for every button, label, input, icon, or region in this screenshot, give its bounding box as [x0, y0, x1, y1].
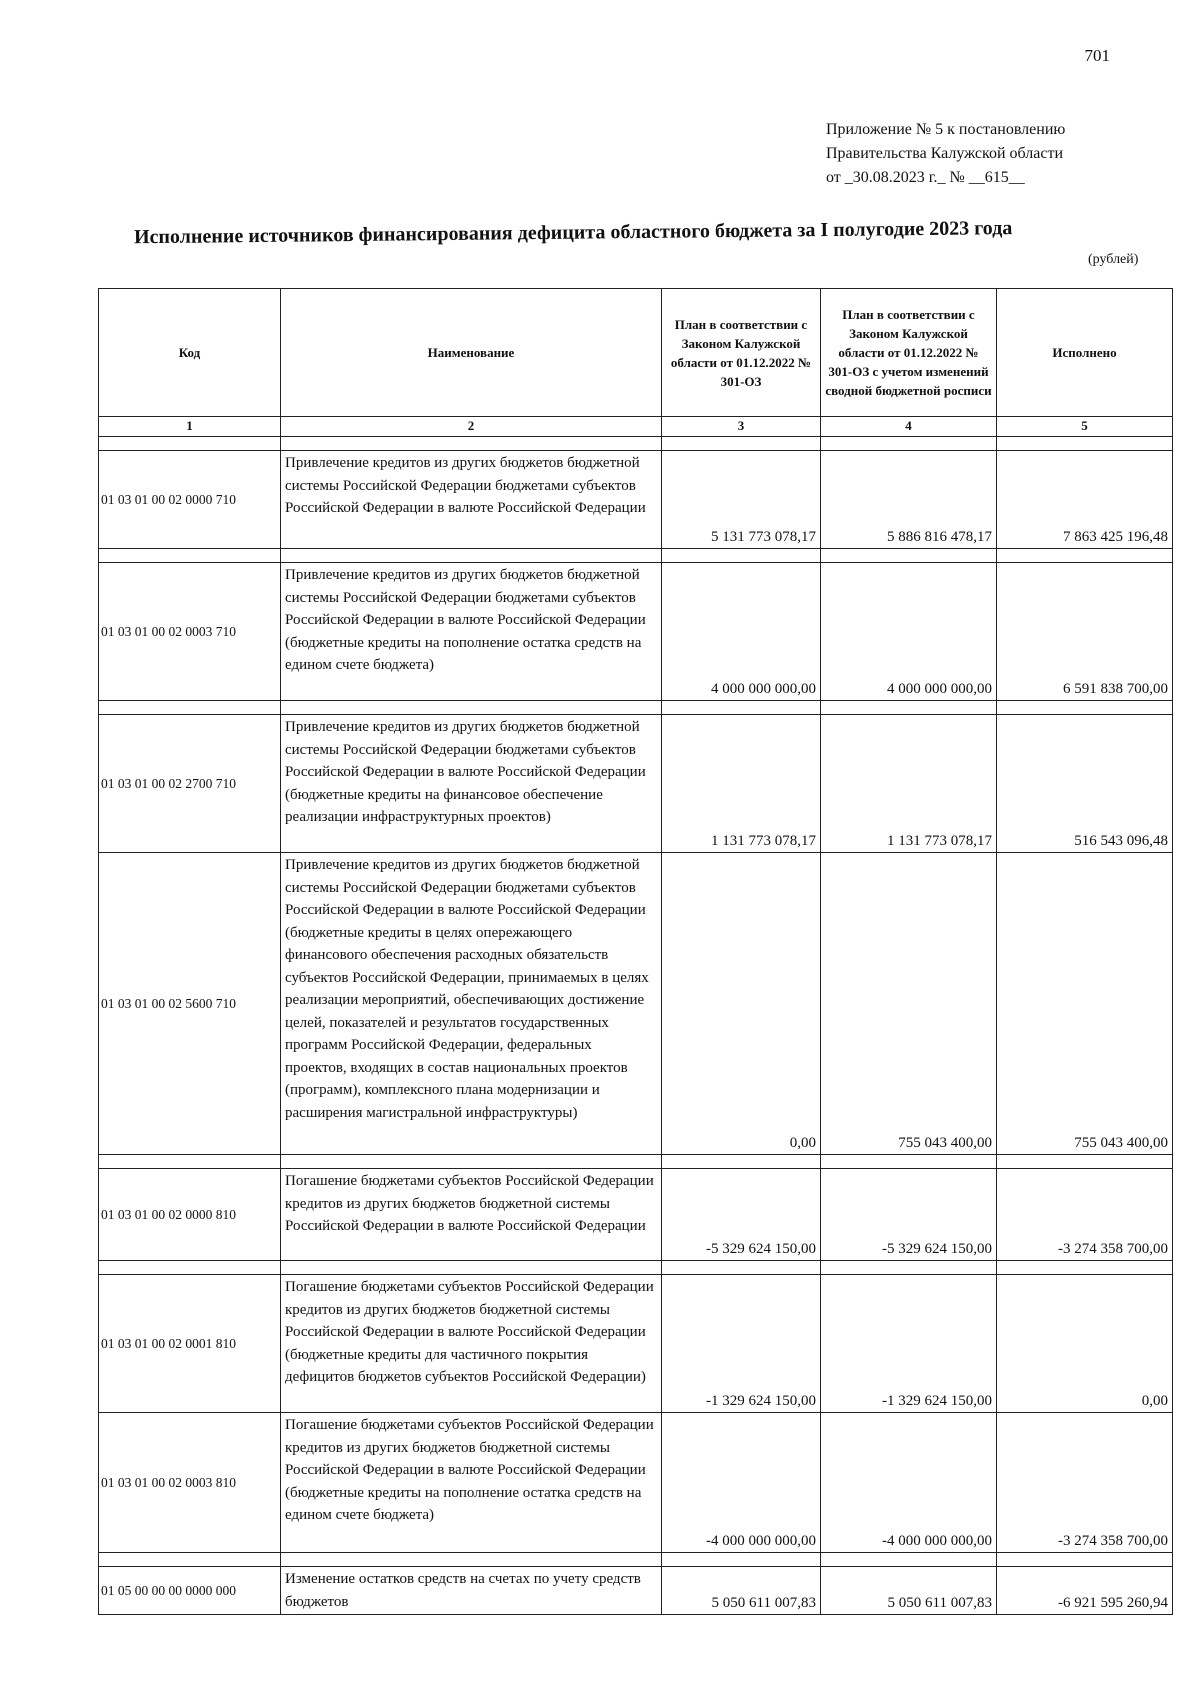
appendix-line-3: от _30.08.2023 г._ № __615__ [826, 169, 1025, 186]
header-plan-adjusted: План в соответствии с Законом Калужской области от 01.12.2022 № 301-ОЗ с учетом изменений сводной бюджетной росписи [821, 289, 997, 417]
row-plan-adjusted: -4 000 000 000,00 [821, 1413, 997, 1553]
row-code: 01 03 01 00 02 2700 710 [99, 715, 281, 853]
row-executed: -3 274 358 700,00 [997, 1169, 1173, 1261]
row-executed: 755 043 400,00 [997, 853, 1173, 1155]
table-row [99, 1567, 1173, 1615]
header-plan: План в соответствии с Законом Калужской области от 01.12.2022 № 301-ОЗ [662, 289, 821, 417]
column-number: 3 [662, 417, 821, 437]
row-name: Погашение бюджетами субъектов Российской Федерации кредитов из других бюджетов бюджетной системы Российской Федерации в валюте Российской Федерации [281, 1169, 662, 1261]
header-executed: Исполнено [997, 289, 1173, 417]
row-plan-adjusted: -1 329 624 150,00 [821, 1275, 997, 1413]
row-name: Привлечение кредитов из других бюджетов бюджетной системы Российской Федерации бюджетами субъектов Российской Федерации в валюте Российской Федерации [281, 451, 662, 549]
row-code: 01 03 01 00 02 0003 710 [99, 563, 281, 701]
row-name: Погашение бюджетами субъектов Российской Федерации кредитов из других бюджетов бюджетной системы Российской Федерации в валюте Российской Федерации (бюджетные кредиты для частичного покрытия дефицитов бюджетов субъектов Российской Федерации) [281, 1275, 662, 1413]
row-plan-adjusted: 1 131 773 078,17 [821, 715, 997, 853]
table-row [99, 563, 1173, 701]
row-name: Привлечение кредитов из других бюджетов бюджетной системы Российской Федерации бюджетами субъектов Российской Федерации в валюте Российской Федерации (бюджетные кредиты на финансовое обеспечение реализации инфраструктурных проектов) [281, 715, 662, 853]
table-header-row [99, 289, 1173, 417]
row-plan: 5 131 773 078,17 [662, 451, 821, 549]
row-code: 01 03 01 00 02 5600 710 [99, 853, 281, 1155]
row-name: Привлечение кредитов из других бюджетов бюджетной системы Российской Федерации бюджетами субъектов Российской Федерации в валюте Российской Федерации (бюджетные кредиты на пополнение остатка средств на едином счете бюджета) [281, 563, 662, 701]
row-plan-adjusted: 5 050 611 007,83 [821, 1567, 997, 1615]
appendix-line-1: Приложение № 5 к постановлению [826, 121, 1066, 138]
row-plan-adjusted: 755 043 400,00 [821, 853, 997, 1155]
table-row [99, 853, 1173, 1155]
column-number: 5 [997, 417, 1173, 437]
column-number: 4 [821, 417, 997, 437]
units-label: (рублей) [1088, 252, 1139, 267]
row-separator [99, 1261, 1173, 1275]
row-separator [99, 1553, 1173, 1567]
row-executed: 516 543 096,48 [997, 715, 1173, 853]
row-code: 01 05 00 00 00 0000 000 [99, 1567, 281, 1615]
row-executed: 6 591 838 700,00 [997, 563, 1173, 701]
row-plan: -1 329 624 150,00 [662, 1275, 821, 1413]
table-row [99, 1413, 1173, 1553]
row-separator [99, 701, 1173, 715]
row-executed: 0,00 [997, 1275, 1173, 1413]
financing-sources-table [98, 288, 1173, 1615]
table-row [99, 1275, 1173, 1413]
column-number: 2 [281, 417, 662, 437]
row-plan: 1 131 773 078,17 [662, 715, 821, 853]
header-name: Наименование [281, 289, 662, 417]
row-executed: -3 274 358 700,00 [997, 1413, 1173, 1553]
row-code: 01 03 01 00 02 0001 810 [99, 1275, 281, 1413]
row-plan-adjusted: 5 886 816 478,17 [821, 451, 997, 549]
row-plan: -4 000 000 000,00 [662, 1413, 821, 1553]
row-code: 01 03 01 00 02 0000 810 [99, 1169, 281, 1261]
appendix-note [826, 118, 1156, 190]
column-number-row [99, 417, 1173, 437]
table-row [99, 1169, 1173, 1261]
row-code: 01 03 01 00 02 0003 810 [99, 1413, 281, 1553]
column-number: 1 [99, 417, 281, 437]
row-plan-adjusted: 4 000 000 000,00 [821, 563, 997, 701]
row-plan: 4 000 000 000,00 [662, 563, 821, 701]
row-plan: 5 050 611 007,83 [662, 1567, 821, 1615]
row-executed: 7 863 425 196,48 [997, 451, 1173, 549]
row-separator [99, 549, 1173, 563]
row-separator [99, 437, 1173, 451]
row-separator [99, 1155, 1173, 1169]
row-executed: -6 921 595 260,94 [997, 1567, 1173, 1615]
row-code: 01 03 01 00 02 0000 710 [99, 451, 281, 549]
appendix-line-2: Правительства Калужской области [826, 145, 1064, 162]
row-plan: 0,00 [662, 853, 821, 1155]
table-row [99, 715, 1173, 853]
table-row [99, 451, 1173, 549]
header-code: Код [99, 289, 281, 417]
page-number: 701 [1084, 46, 1110, 65]
document-title: Исполнение источников финансирования дефицита областного бюджета за I полугодие 2023 года [133, 217, 1013, 249]
row-plan: -5 329 624 150,00 [662, 1169, 821, 1261]
row-plan-adjusted: -5 329 624 150,00 [821, 1169, 997, 1261]
row-name: Привлечение кредитов из других бюджетов бюджетной системы Российской Федерации бюджетами субъектов Российской Федерации в валюте Российской Федерации (бюджетные кредиты в целях опережающего финансового обеспечения расходных обязательств субъектов Российской Федерации, принимаемых в целях реализации мероприятий, обеспечивающих достижение целей, показателей и результатов государственных программ Российской Федерации, федеральных проектов, входящих в состав национальных проектов (программ), комплексного плана модернизации и расширения магистральной инфраструктуры) [281, 853, 662, 1155]
row-name: Изменение остатков средств на счетах по учету средств бюджетов [281, 1567, 662, 1615]
row-name: Погашение бюджетами субъектов Российской Федерации кредитов из других бюджетов бюджетной системы Российской Федерации в валюте Российской Федерации (бюджетные кредиты на пополнение остатка средств на едином счете бюджета) [281, 1413, 662, 1553]
